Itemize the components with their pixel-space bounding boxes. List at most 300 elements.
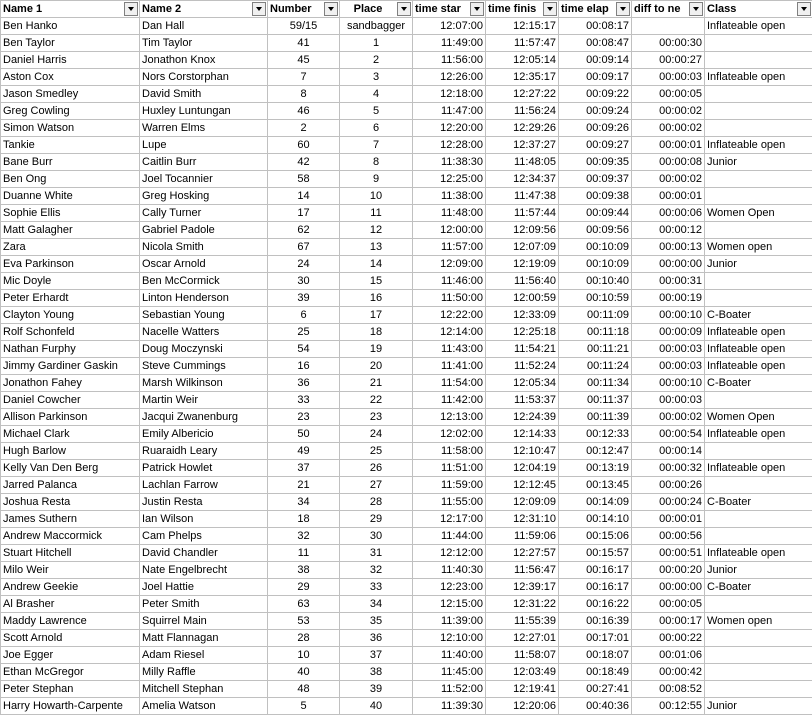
cell-class[interactable]: Junior bbox=[705, 562, 812, 579]
cell-name-2[interactable]: Nors Corstorphan bbox=[140, 69, 268, 86]
cell-class[interactable]: Junior bbox=[705, 154, 812, 171]
cell-number[interactable]: 8 bbox=[268, 86, 340, 103]
cell-name-1[interactable]: Matt Galagher bbox=[1, 222, 140, 239]
cell-time-finish[interactable]: 11:48:05 bbox=[486, 154, 559, 171]
cell-number[interactable]: 2 bbox=[268, 120, 340, 137]
cell-name-2[interactable]: Cally Turner bbox=[140, 205, 268, 222]
cell-diff-to-next[interactable]: 00:00:03 bbox=[632, 358, 705, 375]
cell-number[interactable]: 60 bbox=[268, 137, 340, 154]
cell-place[interactable]: 12 bbox=[340, 222, 413, 239]
cell-time-elapsed[interactable]: 00:11:21 bbox=[559, 341, 632, 358]
cell-time-finish[interactable]: 11:54:21 bbox=[486, 341, 559, 358]
cell-class[interactable]: Inflateable open bbox=[705, 545, 812, 562]
column-header-name-1[interactable] bbox=[1, 1, 140, 18]
column-header-number[interactable] bbox=[268, 1, 340, 18]
cell-diff-to-next[interactable]: 00:00:01 bbox=[632, 137, 705, 154]
cell-time-finish[interactable]: 12:05:14 bbox=[486, 52, 559, 69]
cell-time-finish[interactable]: 11:52:24 bbox=[486, 358, 559, 375]
cell-time-elapsed[interactable]: 00:09:22 bbox=[559, 86, 632, 103]
cell-number[interactable]: 39 bbox=[268, 290, 340, 307]
cell-place[interactable]: 21 bbox=[340, 375, 413, 392]
cell-class[interactable] bbox=[705, 52, 812, 69]
cell-number[interactable]: 33 bbox=[268, 392, 340, 409]
cell-number[interactable]: 45 bbox=[268, 52, 340, 69]
cell-number[interactable]: 24 bbox=[268, 256, 340, 273]
cell-time-start[interactable]: 11:40:00 bbox=[413, 647, 486, 664]
cell-diff-to-next[interactable]: 00:00:00 bbox=[632, 579, 705, 596]
cell-time-start[interactable]: 12:07:00 bbox=[413, 18, 486, 35]
cell-time-elapsed[interactable]: 00:12:47 bbox=[559, 443, 632, 460]
cell-diff-to-next[interactable]: 00:00:42 bbox=[632, 664, 705, 681]
cell-time-start[interactable]: 12:10:00 bbox=[413, 630, 486, 647]
filter-dropdown-icon[interactable] bbox=[543, 2, 557, 16]
cell-name-1[interactable]: Rolf Schonfeld bbox=[1, 324, 140, 341]
cell-time-elapsed[interactable]: 00:11:18 bbox=[559, 324, 632, 341]
cell-time-elapsed[interactable]: 00:11:39 bbox=[559, 409, 632, 426]
cell-place[interactable]: 40 bbox=[340, 698, 413, 715]
column-header-place[interactable] bbox=[340, 1, 413, 18]
cell-name-1[interactable]: Clayton Young bbox=[1, 307, 140, 324]
cell-time-elapsed[interactable]: 00:27:41 bbox=[559, 681, 632, 698]
cell-time-start[interactable]: 12:14:00 bbox=[413, 324, 486, 341]
cell-name-1[interactable]: Kelly Van Den Berg bbox=[1, 460, 140, 477]
cell-name-1[interactable]: Ethan McGregor bbox=[1, 664, 140, 681]
cell-time-finish[interactable]: 12:37:27 bbox=[486, 137, 559, 154]
cell-class[interactable]: Inflateable open bbox=[705, 324, 812, 341]
cell-time-start[interactable]: 11:45:00 bbox=[413, 664, 486, 681]
cell-diff-to-next[interactable]: 00:00:10 bbox=[632, 307, 705, 324]
cell-time-start[interactable]: 11:50:00 bbox=[413, 290, 486, 307]
cell-number[interactable]: 53 bbox=[268, 613, 340, 630]
cell-number[interactable]: 21 bbox=[268, 477, 340, 494]
cell-name-2[interactable]: Matt Flannagan bbox=[140, 630, 268, 647]
cell-place[interactable]: 7 bbox=[340, 137, 413, 154]
cell-name-2[interactable]: Nicola Smith bbox=[140, 239, 268, 256]
cell-name-1[interactable]: Ben Taylor bbox=[1, 35, 140, 52]
cell-time-finish[interactable]: 11:57:44 bbox=[486, 205, 559, 222]
cell-diff-to-next[interactable]: 00:08:52 bbox=[632, 681, 705, 698]
cell-time-start[interactable]: 11:51:00 bbox=[413, 460, 486, 477]
cell-time-start[interactable]: 12:15:00 bbox=[413, 596, 486, 613]
cell-time-finish[interactable]: 12:15:17 bbox=[486, 18, 559, 35]
cell-name-2[interactable]: Ruaraidh Leary bbox=[140, 443, 268, 460]
cell-place[interactable]: 38 bbox=[340, 664, 413, 681]
cell-class[interactable]: C-Boater bbox=[705, 579, 812, 596]
cell-diff-to-next[interactable]: 00:00:20 bbox=[632, 562, 705, 579]
cell-diff-to-next[interactable] bbox=[632, 18, 705, 35]
cell-class[interactable]: Women open bbox=[705, 239, 812, 256]
cell-class[interactable]: Junior bbox=[705, 256, 812, 273]
cell-class[interactable]: Women open bbox=[705, 613, 812, 630]
cell-number[interactable]: 48 bbox=[268, 681, 340, 698]
column-header-time-finish[interactable] bbox=[486, 1, 559, 18]
cell-place[interactable]: 8 bbox=[340, 154, 413, 171]
cell-name-1[interactable]: Eva Parkinson bbox=[1, 256, 140, 273]
cell-name-1[interactable]: Tankie bbox=[1, 137, 140, 154]
cell-number[interactable]: 18 bbox=[268, 511, 340, 528]
cell-name-2[interactable]: Ben McCormick bbox=[140, 273, 268, 290]
cell-time-finish[interactable]: 12:19:41 bbox=[486, 681, 559, 698]
cell-number[interactable]: 25 bbox=[268, 324, 340, 341]
column-header-diff-to-next[interactable] bbox=[632, 1, 705, 18]
cell-name-1[interactable]: Andrew Maccormick bbox=[1, 528, 140, 545]
cell-class[interactable]: Inflateable open bbox=[705, 341, 812, 358]
cell-time-elapsed[interactable]: 00:18:49 bbox=[559, 664, 632, 681]
cell-place[interactable]: 14 bbox=[340, 256, 413, 273]
cell-number[interactable]: 16 bbox=[268, 358, 340, 375]
cell-place[interactable]: 2 bbox=[340, 52, 413, 69]
cell-time-finish[interactable]: 12:35:17 bbox=[486, 69, 559, 86]
cell-time-start[interactable]: 11:42:00 bbox=[413, 392, 486, 409]
cell-time-start[interactable]: 11:41:00 bbox=[413, 358, 486, 375]
cell-class[interactable] bbox=[705, 681, 812, 698]
cell-name-2[interactable]: Joel Hattie bbox=[140, 579, 268, 596]
cell-class[interactable]: Inflateable open bbox=[705, 18, 812, 35]
cell-time-start[interactable]: 11:39:00 bbox=[413, 613, 486, 630]
cell-time-elapsed[interactable]: 00:14:09 bbox=[559, 494, 632, 511]
cell-time-elapsed[interactable]: 00:17:01 bbox=[559, 630, 632, 647]
cell-place[interactable]: 25 bbox=[340, 443, 413, 460]
cell-class[interactable] bbox=[705, 630, 812, 647]
cell-time-finish[interactable]: 12:29:26 bbox=[486, 120, 559, 137]
cell-name-1[interactable]: Daniel Harris bbox=[1, 52, 140, 69]
cell-number[interactable]: 46 bbox=[268, 103, 340, 120]
cell-time-finish[interactable]: 12:14:33 bbox=[486, 426, 559, 443]
cell-diff-to-next[interactable]: 00:00:00 bbox=[632, 256, 705, 273]
cell-name-2[interactable]: Lachlan Farrow bbox=[140, 477, 268, 494]
cell-time-finish[interactable]: 12:05:34 bbox=[486, 375, 559, 392]
column-header-class[interactable] bbox=[705, 1, 812, 18]
cell-diff-to-next[interactable]: 00:12:55 bbox=[632, 698, 705, 715]
cell-class[interactable] bbox=[705, 103, 812, 120]
cell-name-1[interactable]: Bane Burr bbox=[1, 154, 140, 171]
cell-place[interactable]: 6 bbox=[340, 120, 413, 137]
cell-time-start[interactable]: 11:38:30 bbox=[413, 154, 486, 171]
cell-time-start[interactable]: 12:17:00 bbox=[413, 511, 486, 528]
cell-time-start[interactable]: 11:46:00 bbox=[413, 273, 486, 290]
cell-time-elapsed[interactable]: 00:09:17 bbox=[559, 69, 632, 86]
cell-time-elapsed[interactable]: 00:16:39 bbox=[559, 613, 632, 630]
cell-time-finish[interactable]: 11:55:39 bbox=[486, 613, 559, 630]
cell-diff-to-next[interactable]: 00:00:02 bbox=[632, 103, 705, 120]
cell-diff-to-next[interactable]: 00:00:03 bbox=[632, 392, 705, 409]
cell-number[interactable]: 59/15 bbox=[268, 18, 340, 35]
cell-name-1[interactable]: Joe Egger bbox=[1, 647, 140, 664]
cell-place[interactable]: 18 bbox=[340, 324, 413, 341]
cell-number[interactable]: 40 bbox=[268, 664, 340, 681]
cell-class[interactable] bbox=[705, 443, 812, 460]
cell-time-elapsed[interactable]: 00:10:59 bbox=[559, 290, 632, 307]
cell-name-2[interactable]: Warren Elms bbox=[140, 120, 268, 137]
cell-name-2[interactable]: Doug Moczynski bbox=[140, 341, 268, 358]
cell-place[interactable]: 30 bbox=[340, 528, 413, 545]
cell-name-2[interactable]: Patrick Howlet bbox=[140, 460, 268, 477]
cell-name-2[interactable]: Nacelle Watters bbox=[140, 324, 268, 341]
cell-number[interactable]: 10 bbox=[268, 647, 340, 664]
cell-class[interactable] bbox=[705, 120, 812, 137]
cell-time-start[interactable]: 11:56:00 bbox=[413, 52, 486, 69]
cell-name-2[interactable]: Sebastian Young bbox=[140, 307, 268, 324]
cell-name-2[interactable]: Dan Hall bbox=[140, 18, 268, 35]
cell-time-finish[interactable]: 11:47:38 bbox=[486, 188, 559, 205]
cell-time-start[interactable]: 11:48:00 bbox=[413, 205, 486, 222]
cell-class[interactable] bbox=[705, 664, 812, 681]
cell-name-2[interactable]: Nate Engelbrecht bbox=[140, 562, 268, 579]
cell-name-2[interactable]: Joel Tocannier bbox=[140, 171, 268, 188]
cell-time-finish[interactable]: 12:27:22 bbox=[486, 86, 559, 103]
cell-time-start[interactable]: 12:18:00 bbox=[413, 86, 486, 103]
cell-number[interactable]: 63 bbox=[268, 596, 340, 613]
cell-diff-to-next[interactable]: 00:00:22 bbox=[632, 630, 705, 647]
cell-name-2[interactable]: Marsh Wilkinson bbox=[140, 375, 268, 392]
cell-place[interactable]: 16 bbox=[340, 290, 413, 307]
cell-time-start[interactable]: 12:23:00 bbox=[413, 579, 486, 596]
cell-place[interactable]: 13 bbox=[340, 239, 413, 256]
cell-time-elapsed[interactable]: 00:11:09 bbox=[559, 307, 632, 324]
cell-class[interactable]: Inflateable open bbox=[705, 69, 812, 86]
cell-name-2[interactable]: Martin Weir bbox=[140, 392, 268, 409]
cell-name-1[interactable]: Michael Clark bbox=[1, 426, 140, 443]
cell-time-finish[interactable]: 12:33:09 bbox=[486, 307, 559, 324]
cell-diff-to-next[interactable]: 00:00:05 bbox=[632, 596, 705, 613]
filter-dropdown-icon[interactable] bbox=[797, 2, 811, 16]
cell-name-2[interactable]: Cam Phelps bbox=[140, 528, 268, 545]
cell-name-1[interactable]: Stuart Hitchell bbox=[1, 545, 140, 562]
cell-name-2[interactable]: Justin Resta bbox=[140, 494, 268, 511]
cell-name-1[interactable]: Al Brasher bbox=[1, 596, 140, 613]
cell-class[interactable]: Inflateable open bbox=[705, 137, 812, 154]
cell-name-2[interactable]: Gabriel Padole bbox=[140, 222, 268, 239]
cell-class[interactable]: C-Boater bbox=[705, 307, 812, 324]
cell-class[interactable]: Inflateable open bbox=[705, 358, 812, 375]
cell-place[interactable]: 28 bbox=[340, 494, 413, 511]
cell-time-elapsed[interactable]: 00:13:45 bbox=[559, 477, 632, 494]
cell-number[interactable]: 5 bbox=[268, 698, 340, 715]
cell-diff-to-next[interactable]: 00:00:56 bbox=[632, 528, 705, 545]
cell-diff-to-next[interactable]: 00:00:24 bbox=[632, 494, 705, 511]
cell-class[interactable] bbox=[705, 222, 812, 239]
column-header-time-start[interactable] bbox=[413, 1, 486, 18]
cell-time-elapsed[interactable]: 00:09:26 bbox=[559, 120, 632, 137]
cell-time-elapsed[interactable]: 00:40:36 bbox=[559, 698, 632, 715]
cell-time-finish[interactable]: 12:03:49 bbox=[486, 664, 559, 681]
cell-name-2[interactable]: Greg Hosking bbox=[140, 188, 268, 205]
cell-place[interactable]: 34 bbox=[340, 596, 413, 613]
cell-name-1[interactable]: Milo Weir bbox=[1, 562, 140, 579]
cell-place[interactable]: 17 bbox=[340, 307, 413, 324]
cell-place[interactable]: 24 bbox=[340, 426, 413, 443]
cell-name-2[interactable]: Ian Wilson bbox=[140, 511, 268, 528]
cell-class[interactable]: Inflateable open bbox=[705, 426, 812, 443]
cell-diff-to-next[interactable]: 00:00:14 bbox=[632, 443, 705, 460]
filter-dropdown-icon[interactable] bbox=[616, 2, 630, 16]
cell-name-1[interactable]: Nathan Furphy bbox=[1, 341, 140, 358]
cell-class[interactable]: Inflateable open bbox=[705, 460, 812, 477]
cell-name-2[interactable]: Oscar Arnold bbox=[140, 256, 268, 273]
cell-place[interactable]: 10 bbox=[340, 188, 413, 205]
cell-diff-to-next[interactable]: 00:00:01 bbox=[632, 188, 705, 205]
cell-number[interactable]: 42 bbox=[268, 154, 340, 171]
cell-time-start[interactable]: 12:00:00 bbox=[413, 222, 486, 239]
cell-name-1[interactable]: Peter Stephan bbox=[1, 681, 140, 698]
cell-time-finish[interactable]: 11:57:47 bbox=[486, 35, 559, 52]
cell-number[interactable]: 29 bbox=[268, 579, 340, 596]
cell-diff-to-next[interactable]: 00:00:05 bbox=[632, 86, 705, 103]
cell-name-2[interactable]: Adam Riesel bbox=[140, 647, 268, 664]
cell-name-2[interactable]: Caitlin Burr bbox=[140, 154, 268, 171]
cell-name-1[interactable]: Duanne White bbox=[1, 188, 140, 205]
filter-dropdown-icon[interactable] bbox=[124, 2, 138, 16]
cell-time-start[interactable]: 11:59:00 bbox=[413, 477, 486, 494]
cell-time-start[interactable]: 11:47:00 bbox=[413, 103, 486, 120]
cell-time-elapsed[interactable]: 00:09:14 bbox=[559, 52, 632, 69]
cell-class[interactable] bbox=[705, 86, 812, 103]
cell-time-finish[interactable]: 12:31:10 bbox=[486, 511, 559, 528]
cell-place[interactable]: 33 bbox=[340, 579, 413, 596]
cell-place[interactable]: 22 bbox=[340, 392, 413, 409]
cell-name-1[interactable]: Joshua Resta bbox=[1, 494, 140, 511]
cell-time-start[interactable]: 11:38:00 bbox=[413, 188, 486, 205]
cell-time-elapsed[interactable]: 00:18:07 bbox=[559, 647, 632, 664]
filter-dropdown-icon[interactable] bbox=[252, 2, 266, 16]
cell-time-elapsed[interactable]: 00:09:38 bbox=[559, 188, 632, 205]
cell-name-1[interactable]: Daniel Cowcher bbox=[1, 392, 140, 409]
cell-class[interactable] bbox=[705, 511, 812, 528]
cell-number[interactable]: 30 bbox=[268, 273, 340, 290]
cell-time-start[interactable]: 12:13:00 bbox=[413, 409, 486, 426]
cell-time-finish[interactable]: 12:31:22 bbox=[486, 596, 559, 613]
cell-name-1[interactable]: Jason Smedley bbox=[1, 86, 140, 103]
cell-diff-to-next[interactable]: 00:00:08 bbox=[632, 154, 705, 171]
cell-time-start[interactable]: 11:43:00 bbox=[413, 341, 486, 358]
cell-name-1[interactable]: Ben Ong bbox=[1, 171, 140, 188]
cell-time-start[interactable]: 11:54:00 bbox=[413, 375, 486, 392]
cell-name-1[interactable]: Jarred Palanca bbox=[1, 477, 140, 494]
cell-class[interactable] bbox=[705, 273, 812, 290]
cell-place[interactable]: 39 bbox=[340, 681, 413, 698]
cell-class[interactable] bbox=[705, 392, 812, 409]
cell-name-2[interactable]: David Chandler bbox=[140, 545, 268, 562]
cell-name-1[interactable]: Simon Watson bbox=[1, 120, 140, 137]
cell-class[interactable]: Junior bbox=[705, 698, 812, 715]
cell-time-start[interactable]: 11:44:00 bbox=[413, 528, 486, 545]
cell-name-1[interactable]: Allison Parkinson bbox=[1, 409, 140, 426]
cell-diff-to-next[interactable]: 00:00:19 bbox=[632, 290, 705, 307]
cell-place[interactable]: 1 bbox=[340, 35, 413, 52]
cell-name-1[interactable]: Zara bbox=[1, 239, 140, 256]
cell-time-elapsed[interactable]: 00:13:19 bbox=[559, 460, 632, 477]
cell-number[interactable]: 28 bbox=[268, 630, 340, 647]
cell-number[interactable]: 23 bbox=[268, 409, 340, 426]
cell-number[interactable]: 67 bbox=[268, 239, 340, 256]
cell-name-1[interactable]: Peter Erhardt bbox=[1, 290, 140, 307]
cell-place[interactable]: 9 bbox=[340, 171, 413, 188]
cell-number[interactable]: 6 bbox=[268, 307, 340, 324]
cell-number[interactable]: 17 bbox=[268, 205, 340, 222]
cell-time-finish[interactable]: 11:56:40 bbox=[486, 273, 559, 290]
cell-name-1[interactable]: Sophie Ellis bbox=[1, 205, 140, 222]
cell-time-elapsed[interactable]: 00:09:37 bbox=[559, 171, 632, 188]
cell-time-start[interactable]: 11:58:00 bbox=[413, 443, 486, 460]
cell-time-start[interactable]: 12:09:00 bbox=[413, 256, 486, 273]
cell-number[interactable]: 37 bbox=[268, 460, 340, 477]
cell-place[interactable]: 20 bbox=[340, 358, 413, 375]
cell-place[interactable]: 36 bbox=[340, 630, 413, 647]
cell-diff-to-next[interactable]: 00:00:32 bbox=[632, 460, 705, 477]
cell-diff-to-next[interactable]: 00:00:13 bbox=[632, 239, 705, 256]
cell-name-1[interactable]: Jonathon Fahey bbox=[1, 375, 140, 392]
cell-diff-to-next[interactable]: 00:00:06 bbox=[632, 205, 705, 222]
cell-time-finish[interactable]: 12:09:09 bbox=[486, 494, 559, 511]
cell-time-finish[interactable]: 11:53:37 bbox=[486, 392, 559, 409]
cell-time-finish[interactable]: 12:10:47 bbox=[486, 443, 559, 460]
cell-name-1[interactable]: James Suthern bbox=[1, 511, 140, 528]
cell-place[interactable]: 37 bbox=[340, 647, 413, 664]
cell-class[interactable] bbox=[705, 477, 812, 494]
cell-number[interactable]: 7 bbox=[268, 69, 340, 86]
cell-name-2[interactable]: Linton Henderson bbox=[140, 290, 268, 307]
cell-time-start[interactable]: 12:22:00 bbox=[413, 307, 486, 324]
cell-diff-to-next[interactable]: 00:00:51 bbox=[632, 545, 705, 562]
cell-place[interactable]: 23 bbox=[340, 409, 413, 426]
cell-name-2[interactable]: Peter Smith bbox=[140, 596, 268, 613]
cell-time-finish[interactable]: 12:07:09 bbox=[486, 239, 559, 256]
cell-time-finish[interactable]: 12:19:09 bbox=[486, 256, 559, 273]
cell-time-elapsed[interactable]: 00:09:56 bbox=[559, 222, 632, 239]
cell-place[interactable]: 26 bbox=[340, 460, 413, 477]
cell-number[interactable]: 32 bbox=[268, 528, 340, 545]
cell-number[interactable]: 58 bbox=[268, 171, 340, 188]
cell-name-1[interactable]: Mic Doyle bbox=[1, 273, 140, 290]
cell-name-1[interactable]: Andrew Geekie bbox=[1, 579, 140, 596]
cell-time-start[interactable]: 11:52:00 bbox=[413, 681, 486, 698]
cell-time-start[interactable]: 11:55:00 bbox=[413, 494, 486, 511]
cell-time-start[interactable]: 12:28:00 bbox=[413, 137, 486, 154]
cell-diff-to-next[interactable]: 00:00:54 bbox=[632, 426, 705, 443]
cell-name-1[interactable]: Scott Arnold bbox=[1, 630, 140, 647]
cell-class[interactable]: Women Open bbox=[705, 205, 812, 222]
cell-number[interactable]: 49 bbox=[268, 443, 340, 460]
cell-time-elapsed[interactable]: 00:15:06 bbox=[559, 528, 632, 545]
cell-place[interactable]: sandbagger bbox=[340, 18, 413, 35]
cell-time-elapsed[interactable]: 00:11:24 bbox=[559, 358, 632, 375]
cell-time-elapsed[interactable]: 00:10:40 bbox=[559, 273, 632, 290]
cell-diff-to-next[interactable]: 00:00:17 bbox=[632, 613, 705, 630]
cell-time-start[interactable]: 12:20:00 bbox=[413, 120, 486, 137]
cell-time-elapsed[interactable]: 00:16:17 bbox=[559, 579, 632, 596]
cell-place[interactable]: 27 bbox=[340, 477, 413, 494]
cell-class[interactable] bbox=[705, 171, 812, 188]
filter-dropdown-icon[interactable] bbox=[397, 2, 411, 16]
cell-time-finish[interactable]: 11:56:47 bbox=[486, 562, 559, 579]
cell-number[interactable]: 11 bbox=[268, 545, 340, 562]
cell-diff-to-next[interactable]: 00:00:02 bbox=[632, 120, 705, 137]
cell-time-start[interactable]: 11:49:00 bbox=[413, 35, 486, 52]
cell-time-elapsed[interactable]: 00:09:27 bbox=[559, 137, 632, 154]
cell-time-elapsed[interactable]: 00:10:09 bbox=[559, 256, 632, 273]
cell-time-finish[interactable]: 12:12:45 bbox=[486, 477, 559, 494]
cell-diff-to-next[interactable]: 00:00:12 bbox=[632, 222, 705, 239]
filter-dropdown-icon[interactable] bbox=[470, 2, 484, 16]
filter-dropdown-icon[interactable] bbox=[324, 2, 338, 16]
cell-diff-to-next[interactable]: 00:00:09 bbox=[632, 324, 705, 341]
cell-time-elapsed[interactable]: 00:14:10 bbox=[559, 511, 632, 528]
cell-number[interactable]: 38 bbox=[268, 562, 340, 579]
cell-time-finish[interactable]: 12:04:19 bbox=[486, 460, 559, 477]
cell-time-finish[interactable]: 11:56:24 bbox=[486, 103, 559, 120]
cell-name-2[interactable]: Emily Albericio bbox=[140, 426, 268, 443]
cell-time-finish[interactable]: 12:27:01 bbox=[486, 630, 559, 647]
